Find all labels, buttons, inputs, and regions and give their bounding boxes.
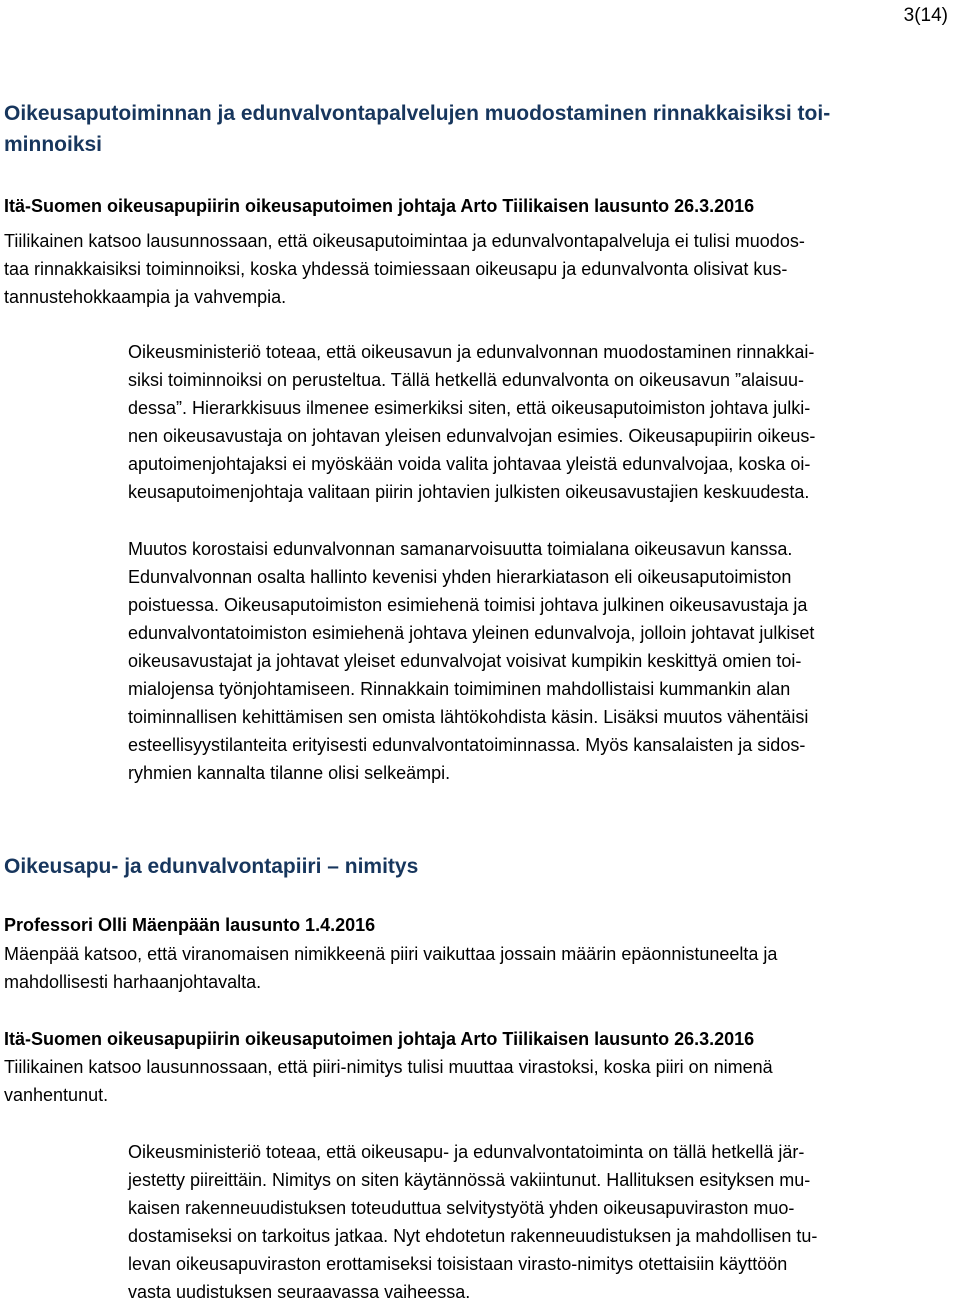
text-line: mahdollisesti harhaanjohtavalta. [4,972,262,992]
text-line: Tiilikainen katsoo lausunnossaan, että piiri-nimitys tulisi muuttaa virastoksi, koska piiri on nimenä [4,1057,773,1077]
statement-body-maenpaa [4,940,956,996]
statement-title-tiilikainen-2: Itä-Suomen oikeusapupiirin oikeusaputoimen johtaja Arto Tiilikaisen lausunto 26.3.2016 [4,1029,755,1049]
section-heading-parallel-functions [4,98,956,160]
heading-line: minnoiksi [4,133,103,156]
text-line: Edunvalvonnan osalta hallinto kevenisi yhden hierarkiatason eli oikeusaputoimiston [128,567,792,587]
text-line: esteellisyystilanteita erityisesti edunvalvontatoiminnassa. Myös kansalaisten ja sidos- [128,735,806,755]
text-line: Mäenpää katsoo, että viranomaisen nimikkeenä piiri vaikuttaa jossain määrin epäonnistuneelta ja [4,944,778,964]
text-line: edunvalvontatoimiston esimiehenä johtava yleinen edunvalvoja, jolloin johtavat julkiset [128,623,815,643]
text-line: jestetty piireittäin. Nimitys on siten käytännössä vakiintunut. Hallituksen esityksen mu- [128,1170,811,1190]
text-line: dostamiseksi on tarkoitus jatkaa. Nyt ehdotetun rakenneuudistuksen ja mahdollisen tu- [128,1226,818,1246]
text-line: Muutos korostaisi edunvalvonnan samanarvoisuutta toimialana oikeusavun kanssa. [128,539,793,559]
text-line: taa rinnakkaisiksi toiminnoiksi, koska yhdessä toimiessaan oikeusapu ja edunvalvonta olisivat kus- [4,259,788,279]
ministry-response-parallel [128,338,956,506]
text-line: aputoimenjohtajaksi ei myöskään voida valita johtavaa yleistä edunvalvojaa, koska oi- [128,454,811,474]
text-line: poistuessa. Oikeusaputoimiston esimiehenä toimisi johtava julkinen oikeusavustaja ja [128,595,808,615]
text-line: Tiilikainen katsoo lausunnossaan, että oikeusaputoimintaa ja edunvalvontapalveluja ei tulisi muodos- [4,231,805,251]
text-line: oikeusavustajat ja johtavat yleiset edunvalvojat voisivat kumpikin keskittyä omien toi- [128,651,802,671]
page-number: 3(14) [903,5,948,26]
text-line: nen oikeusavustaja on johtavan yleisen edunvalvojan esimies. Oikeusapupiirin oikeus- [128,426,816,446]
text-line: levan oikeusapuviraston erottamiseksi toisistaan virasto-nimitys otettaisiin käyttöön [128,1254,788,1274]
statement-body-tiilikainen [4,227,956,311]
statement-body-tiilikainen-2 [4,1053,956,1109]
text-line: mialojensa työnjohtamiseen. Rinnakkain toimiminen mahdollistaisi kummankin alan [128,679,791,699]
text-line: dessa”. Hierarkkisuus ilmenee esimerkiksi siten, että oikeusaputoimiston johtava julki- [128,398,811,418]
text-line: Oikeusministeriö toteaa, että oikeusapu- ja edunvalvontatoiminta on tällä hetkellä jär- [128,1142,805,1162]
ministry-response-naming [128,1138,956,1306]
ministry-change-paragraph [128,535,956,787]
text-line: tannustehokkaampia ja vahvempia. [4,287,287,307]
text-line: vasta uudistuksen seuraavassa vaiheessa. [128,1282,471,1302]
statement-title-maenpaa: Professori Olli Mäenpään lausunto 1.4.2016 [4,915,376,935]
text-line: ryhmien kannalta tilanne olisi selkeämpi. [128,763,451,783]
text-line: siksi toiminnoiksi on perusteltua. Tällä hetkellä edunvalvonta on oikeusavun ”alaisuu- [128,370,805,390]
statement-title-tiilikainen: Itä-Suomen oikeusapupiirin oikeusaputoimen johtaja Arto Tiilikaisen lausunto 26.3.2016 [4,196,755,216]
text-line: Oikeusministeriö toteaa, että oikeusavun ja edunvalvonnan muodostaminen rinnakkai- [128,342,815,362]
heading-line: Oikeusaputoiminnan ja edunvalvontapalvelujen muodostaminen rinnakkaisiksi toi- [4,102,831,125]
text-line: kaisen rakenneuudistuksen toteuduttua selvitystyötä yhden oikeusapuviraston muo- [128,1198,795,1218]
text-line: toiminnallisen kehittämisen sen omista lähtökohdista käsin. Lisäksi muutos vähentäisi [128,707,809,727]
section-heading-naming: Oikeusapu- ja edunvalvontapiiri – nimitys [4,855,419,878]
text-line: vanhentunut. [4,1085,109,1105]
text-line: keusaputoimenjohtaja valitaan piirin johtavien julkisten oikeusavustajien keskuudesta. [128,482,810,502]
